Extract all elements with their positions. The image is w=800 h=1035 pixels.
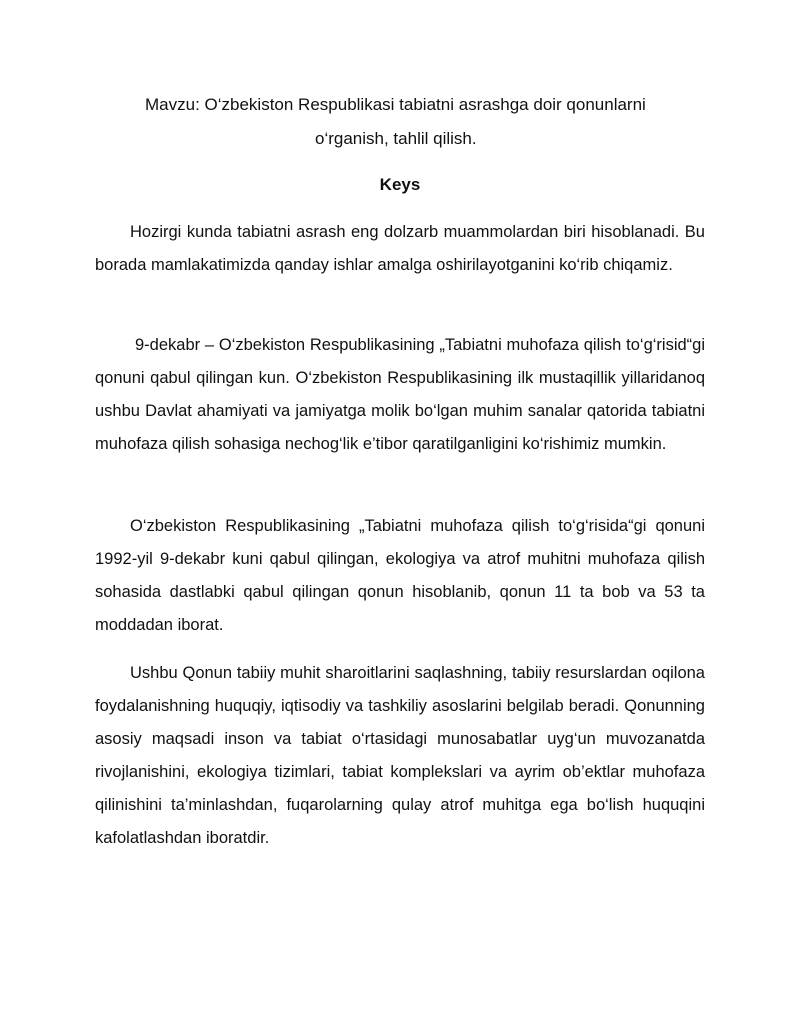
paragraph-1: Hozirgi kunda tabiatni asrash eng dolzarb muammolardan biri hisoblanadi. Bu borada mamlakatimizda qanday ishlar amalga oshirilayotganini ko‘rib chiqamiz. xyxy=(95,223,705,274)
paragraph-4: Ushbu Qonun tabiiy muhit sharoitlarini saqlashning, tabiiy resurslardan oqilona foydalanishning huquqiy, iqtisodiy va tashkiliy asoslarini belgilab beradi. Qonunning asosiy maqsadi inson va tabiat o‘rtasidagi munosabatlar uyg‘un muvozanatda rivojlanishini, ekologiya tizimlari, tabiat komplekslari va ayrim ob’ektlar muhofaza qilinishini ta’minlashdan, fuqarolarning qulay atrof muhitga ega bo‘lish huquqini kafolatlashdan iboratdir. xyxy=(95,664,705,847)
paragraph-3: O‘zbekiston Respublikasining „Tabiatni muhofaza qilish to‘g‘risida“gi qonuni 1992-yil 9-dekabr kuni qabul qilingan, ekologiya va atrof muhitni muhofaza qilish sohasida dastlabki qabul qilingan qonun hisoblanib, qonun 11 ta bob va 53 ta moddadan iborat. xyxy=(95,517,705,634)
paragraph-2: 9-dekabr – O‘zbekiston Respublikasining „Tabiatni muhofaza qilish to‘g‘risid“gi qonuni qabul qilingan kun. O‘zbekiston Respublikasining ilk mustaqillik yillaridanoq ushbu Davlat ahamiyati va jamiyatga molik bo‘lgan muhim sanalar qatorida tabiatni muhofaza qilish sohasiga nechog‘lik e’tibor qaratilganligini ko‘rishimiz mumkin. xyxy=(95,336,705,453)
document-title-line-1: Mavzu: O‘zbekiston Respublikasi tabiatni asrashga doir qonunlarni xyxy=(145,95,646,114)
document-title-line-2: o‘rganish, tahlil qilish. xyxy=(315,129,477,148)
document-subtitle: Keys xyxy=(379,175,421,194)
